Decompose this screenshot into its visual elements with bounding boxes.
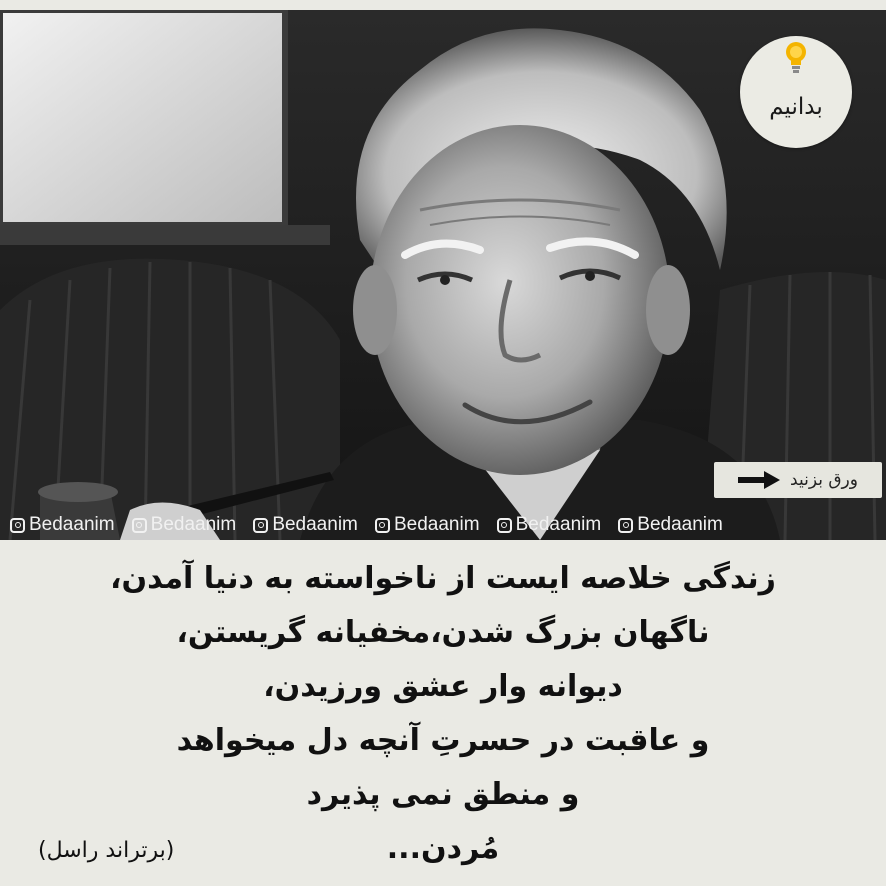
quote-line: ناگهان بزرگ شدن،مخفیانه گریستن، [176,615,710,650]
watermark-handle: Bedaanim [393,514,480,535]
watermark-handle: Bedaanim [29,514,115,535]
instagram-icon [132,518,147,533]
lightbulb-icon [784,40,808,76]
watermark-item [253,512,358,538]
swipe-label: ورق بزنید [790,470,858,490]
quote-line: مُردن... [386,831,500,866]
window [0,10,285,225]
bedanim-logo [740,36,852,148]
instagram-icon [375,518,390,533]
watermark-item [618,512,723,538]
watermark-handle: Bedaanim [272,514,358,535]
watermark-handle: Bedaanim [515,514,602,535]
instagram-icon [618,518,633,533]
logo-text: بدانیم [769,94,823,120]
instagram-icon [497,518,512,533]
quote-text [60,552,826,876]
quote-line: و منطق نمی پذیرد [306,777,580,812]
quote-line: دیوانه وار عشق ورزیدن، [263,669,623,704]
swipe-hint[interactable] [714,462,882,498]
quote-author: (برتراند راسل) [38,838,175,863]
quote-line: و عاقبت در حسرتِ آنچه دل میخواهد [176,723,710,758]
watermark-item [375,512,480,538]
quote-line: زندگی خلاصه ایست از ناخواسته به دنیا آمدن، [110,561,776,596]
watermark-item [497,512,602,538]
instagram-icon [10,518,25,533]
watermark-handle: Bedaanim [637,514,723,535]
watermark-row [0,512,886,538]
watermark-item [132,512,237,538]
instagram-icon [253,518,268,533]
right-arrow-icon [738,471,780,489]
watermark-handle: Bedaanim [150,514,237,535]
watermark-item [10,512,115,538]
